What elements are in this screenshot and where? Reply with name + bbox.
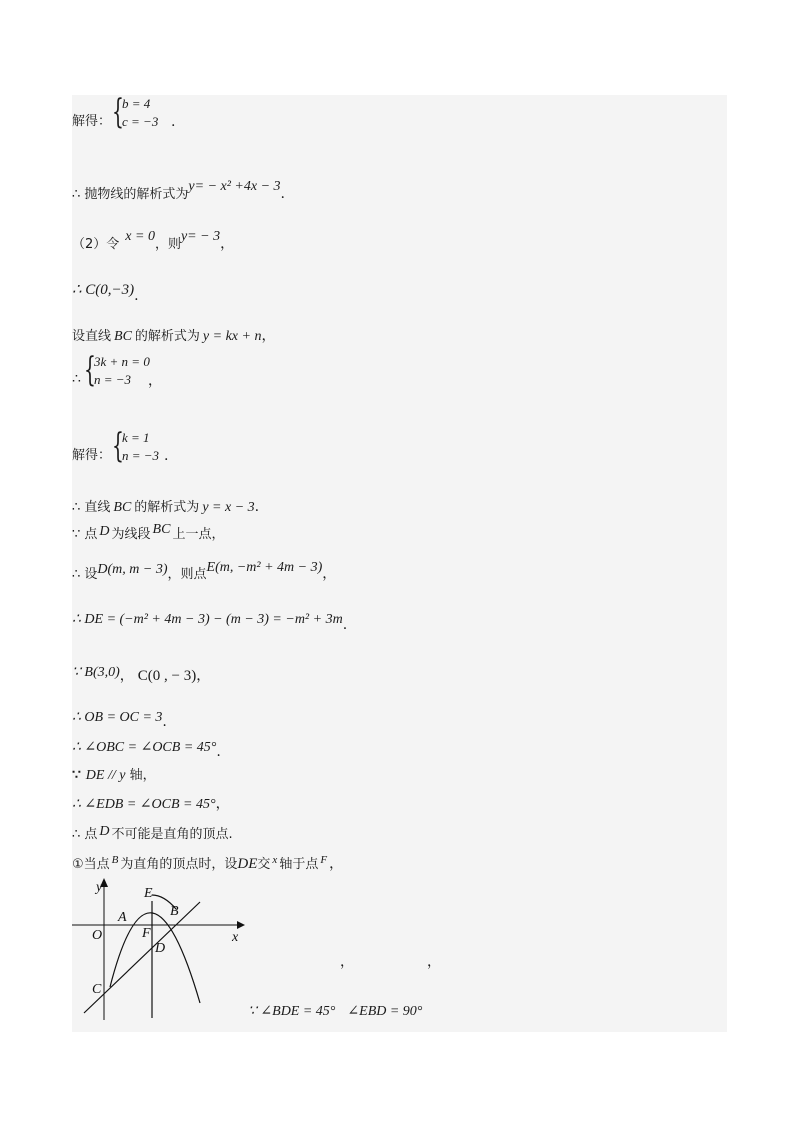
angle-equality: ∴ ∠EDB = ∠OCB = 45° [72, 797, 216, 812]
de-length-expression: ∴ DE = (−m² + 4m − 3) − (m − 3) = −m² + 3m [72, 612, 343, 627]
label-e: E [144, 886, 153, 901]
solve-label: 解得： [72, 114, 112, 129]
text: 交 [257, 857, 271, 872]
math-expression: DE [237, 856, 258, 872]
math-expression: B [111, 854, 119, 866]
math-expression: BC [152, 522, 171, 537]
line-equation: y = kx + n [202, 329, 262, 344]
label-f: F [142, 926, 151, 941]
text: ，则点 [167, 567, 207, 582]
text: （2）令 [72, 237, 120, 252]
therefore-symbol: ∴ [72, 371, 81, 387]
solution-line-8 [72, 498, 259, 517]
text: 轴于点 [279, 857, 319, 872]
equation-row: k = 1 [122, 430, 150, 445]
math-expression: D [99, 824, 110, 839]
parabola-figure [72, 875, 252, 1025]
label-d: D [155, 941, 166, 956]
text: 上一点， [172, 527, 225, 542]
text: 设直线 [72, 329, 112, 344]
parabola-curve [110, 913, 200, 1003]
solution-line-2 [72, 179, 285, 204]
text: 轴， [125, 768, 156, 783]
period: . [254, 499, 260, 515]
period: . [171, 114, 176, 130]
solution-line-final [248, 1002, 422, 1021]
comma: ， [196, 668, 211, 684]
line-bc [84, 902, 200, 1013]
solution-line-14 [72, 738, 221, 760]
text: ∴ 抛物线的解析式为 [72, 187, 189, 202]
solution-line-17 [72, 825, 233, 844]
solution-line-5 [72, 327, 275, 346]
solution-line-10 [72, 560, 337, 584]
period: . [162, 714, 167, 730]
point-c-coords: ∴ C(0,−3) [72, 282, 135, 298]
point-c-coords: C(0 , − 3) [137, 668, 197, 684]
comma: ， [261, 328, 276, 344]
point-d-coords: D(m, m − 3) [97, 562, 168, 577]
text: 的解析式为 [134, 329, 200, 344]
period: . [216, 744, 221, 760]
left-brace: { [112, 92, 124, 132]
comma: ， [119, 668, 134, 684]
comma: ， [427, 954, 441, 970]
label-y: y [96, 880, 103, 895]
solution-line-11 [72, 610, 348, 633]
text: ∴ 直线 [72, 500, 111, 515]
solution-line-13 [72, 708, 167, 730]
comma: ， [329, 856, 344, 872]
x-axis-arrow [237, 921, 245, 929]
parabola-equation: y= − x² +4x − 3 [188, 179, 281, 194]
line-bc-equation: y = x − 3 [202, 500, 255, 515]
text: ∴ 点 [72, 827, 98, 842]
text: 为直角的顶点时，设 [120, 857, 238, 872]
math-expression: y= − 3 [180, 229, 221, 244]
left-brace: { [84, 350, 96, 390]
angle-equality: ∴ ∠OBC = ∠OCB = 45° [72, 740, 217, 755]
label-x: x [232, 930, 239, 945]
math-expression: x = 0 [125, 229, 155, 244]
text: ①当点 [72, 857, 110, 872]
equation-row: n = −3 [94, 372, 132, 387]
label-c: C [92, 982, 102, 997]
comma: ， [220, 236, 235, 252]
period: . [280, 186, 285, 202]
label-a: A [118, 910, 127, 925]
comma: ， [215, 796, 230, 812]
equation-row: n = −3 [122, 448, 160, 463]
text: ，则 [154, 237, 181, 252]
solution-line-16 [72, 795, 230, 814]
math-expression: D [99, 524, 110, 539]
solution-line-18 [72, 855, 343, 874]
comma: ， [322, 566, 337, 582]
point-b-coords: ∵ B(3,0) [72, 665, 120, 680]
period: . [164, 448, 169, 464]
math-expression: ∴ OB = OC = 3 [72, 710, 163, 725]
solution-page [72, 92, 727, 1032]
equation-row: b = 4 [122, 96, 151, 111]
solution-line-12 [72, 667, 210, 686]
period: . [342, 617, 348, 633]
equation-row: c = −3 [122, 114, 159, 129]
comma: ， [340, 954, 354, 970]
text: ∵ 点 [72, 527, 98, 542]
angle-bde: ∵ ∠BDE = 45° [248, 1004, 336, 1019]
equation-row: 3k + n = 0 [94, 354, 150, 369]
because-symbol: ∵ [72, 767, 86, 783]
math-expression: F [320, 854, 328, 866]
solution-line-9 [72, 522, 225, 544]
math-expression: BC [114, 329, 132, 344]
text: 的解析式为 [134, 500, 200, 515]
left-brace: { [112, 426, 124, 466]
solution-line-3 [72, 229, 235, 254]
solution-line-4 [72, 281, 139, 304]
comma: ， [148, 373, 162, 389]
math-expression: x [272, 854, 278, 866]
solution-line-15 [72, 766, 156, 785]
text: 不可能是直角的顶点. [111, 827, 233, 842]
text: 为线段 [111, 527, 151, 542]
label-b: B [170, 904, 179, 919]
period: . [134, 288, 139, 304]
math-expression: DE // y [85, 768, 126, 783]
solve-label: 解得： [72, 448, 112, 463]
point-e-coords: E(m, −m² + 4m − 3) [206, 560, 323, 575]
math-expression: BC [113, 500, 132, 515]
label-o: O [92, 928, 103, 943]
text: ∴ 设 [72, 567, 98, 582]
angle-ebd: ∠EBD = 90° [347, 1004, 423, 1019]
